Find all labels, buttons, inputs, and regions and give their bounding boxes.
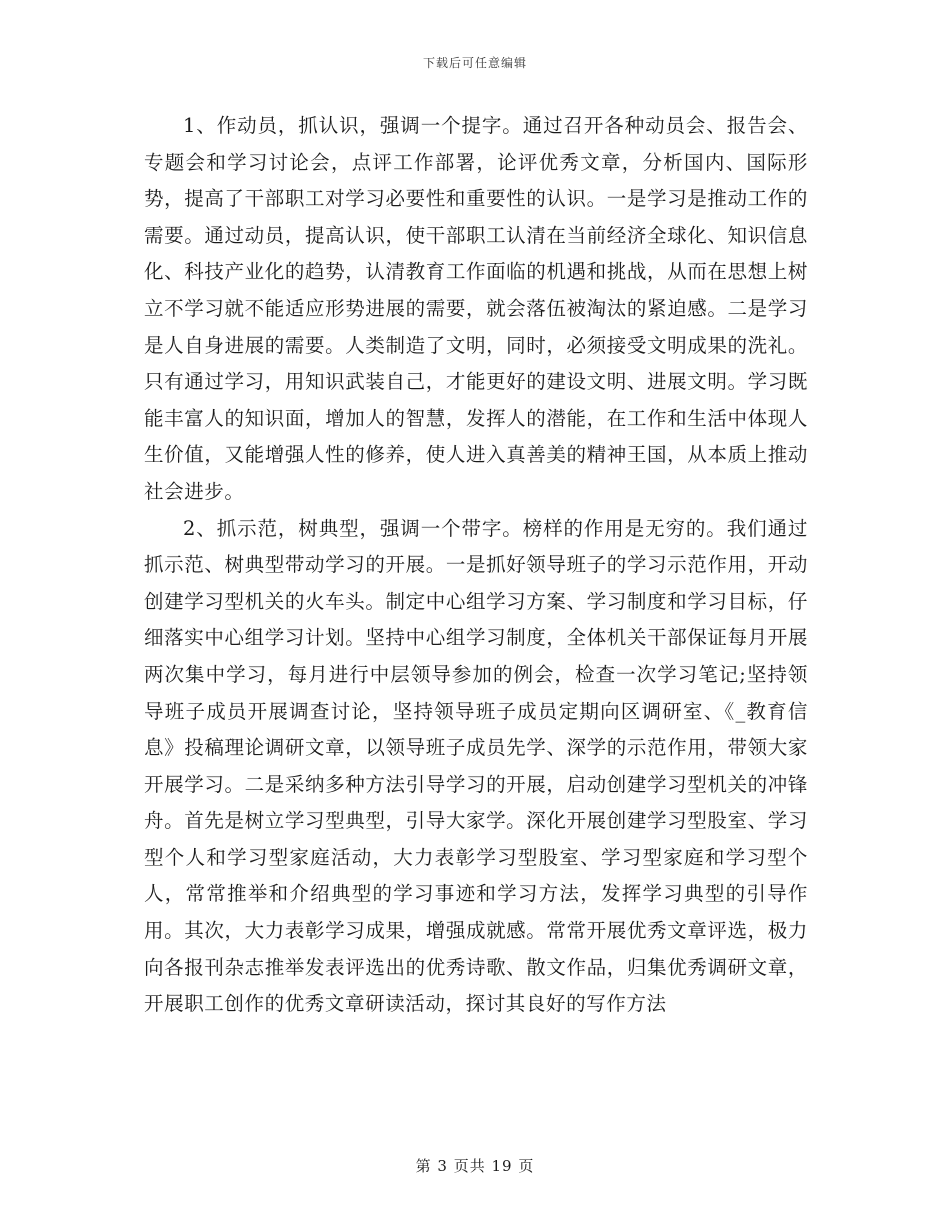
paragraph-2: 2、抓示范，树典型，强调一个带字。榜样的作用是无穷的。我们通过抓示范、树典型带动学习的开展。一是抓好领导班子的学习示范作用，开动创建学习型机关的火车头。制定中心组学习方案、学习制度和学习目标，仔细落实中心组学习计划。坚持中心组学习制度，全体机关干部保证每月开展两次集中学习，每月进行中层领导参加的例会，检查一次学习笔记;坚持领导班子成员开展调查讨论，坚持领导班子成员定期向区调研室、《_教育信息》投稿理论调研文章，以领导班子成员先学、深学的示范作用，带领大家开展学习。二是采纳多种方法引导学习的开展，启动创建学习型机关的冲锋舟。首先是树立学习型典型，引导大家学。深化开展创建学习型股室、学习型个人和学习型家庭活动，大力表彰学习型股室、学习型家庭和学习型个人，常常推举和介绍典型的学习事迹和学习方法，发挥学习典型的引导作用。其次，大力表彰学习成果，增强成就感。常常开展优秀文章评选，极力向各报刊杂志推举发表评选出的优秀诗歌、散文作品，归集优秀调研文章，开展职工创作的优秀文章研读活动，探讨其良好的写作方法: [144, 516, 808, 1016]
page-header-note: 下载后可任意编辑: [422, 56, 527, 70]
page-number: 第 3 页共 19 页: [415, 1157, 535, 1175]
document-body: [144, 108, 808, 1023]
paragraph-1: 1、作动员，抓认识，强调一个提字。通过召开各种动员会、报告会、专题会和学习讨论会，点评工作部署，论评优秀文章，分析国内、国际形势，提高了干部职工对学习必要性和重要性的认识。一是学习是推动工作的需要。通过动员，提高认识，使干部职工认清在当前经济全球化、知识信息化、科技产业化的趋势，认清教育工作面临的机遇和挑战，从而在思想上树立不学习就不能适应形势进展的需要，就会落伍被淘汰的紧迫感。二是学习是人自身进展的需要。人类制造了文明，同时，必须接受文明成果的洗礼。只有通过学习，用知识武装自己，才能更好的建设文明、进展文明。学习既能丰富人的知识面，增加人的智慧，发挥人的潜能，在工作和生活中体现人生价值，又能增强人性的修养，使人进入真善美的精神王国，从本质上推动社会进步。: [144, 114, 808, 503]
